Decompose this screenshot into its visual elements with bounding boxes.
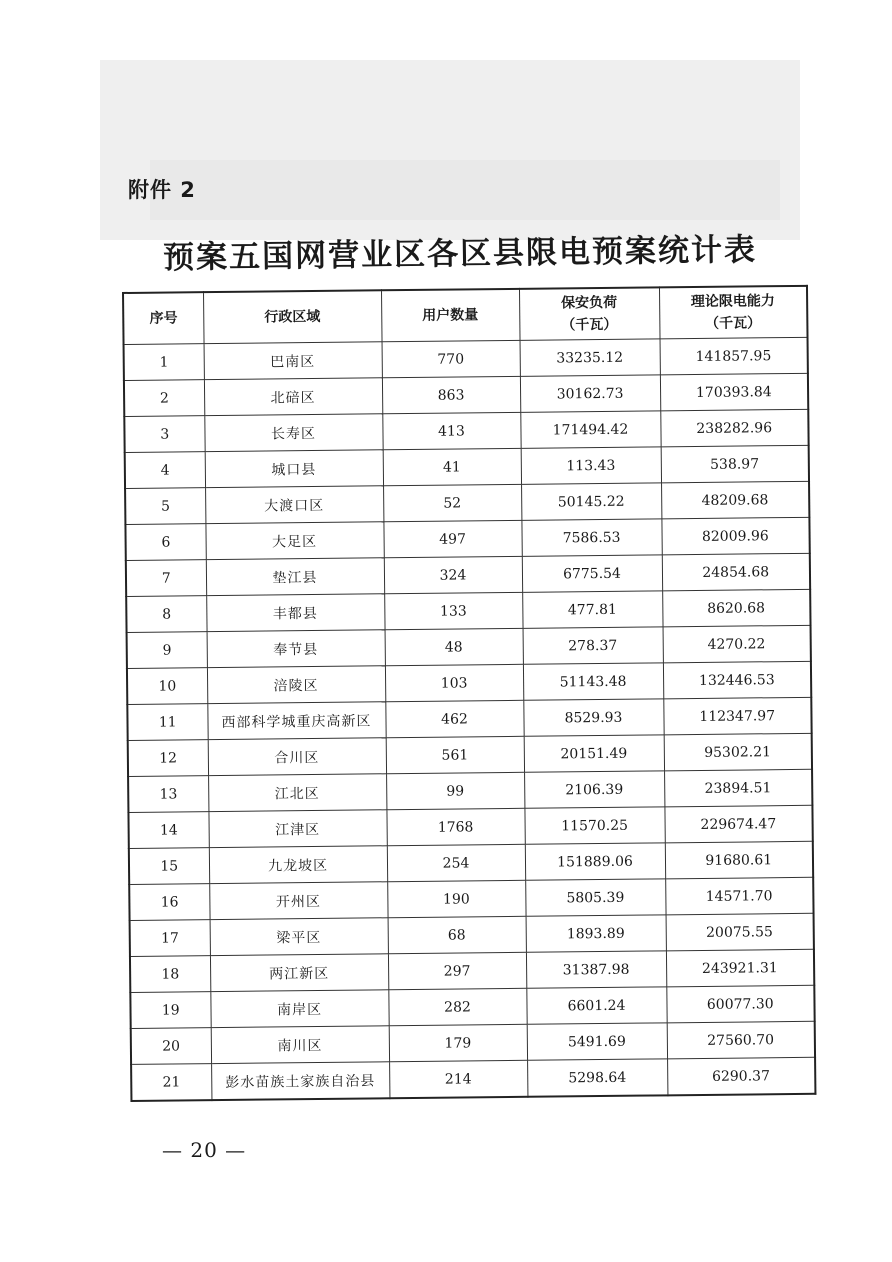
cell-region: 南川区 [211, 1026, 389, 1064]
cell-secure-load: 6775.54 [522, 555, 662, 592]
cell-region: 两江新区 [210, 954, 388, 992]
cell-region: 巴南区 [204, 342, 382, 380]
cell-users: 214 [389, 1060, 527, 1098]
cell-index: 21 [131, 1064, 211, 1101]
cell-secure-load: 5298.64 [527, 1059, 667, 1097]
cell-secure-load: 171494.42 [520, 411, 660, 448]
cell-secure-load: 7586.53 [521, 519, 661, 556]
cell-users: 497 [383, 520, 521, 557]
cell-secure-load: 50145.22 [521, 483, 661, 520]
cell-users: 103 [385, 664, 523, 701]
cell-capacity: 14571.70 [665, 877, 813, 915]
statistics-table [122, 285, 816, 1102]
cell-capacity: 48209.68 [661, 481, 809, 519]
cell-secure-load: 1893.89 [526, 915, 666, 952]
cell-capacity: 20075.55 [666, 913, 814, 951]
cell-index: 16 [129, 884, 209, 921]
cell-capacity: 4270.22 [663, 625, 811, 663]
cell-index: 10 [127, 668, 207, 705]
cell-capacity: 6290.37 [667, 1057, 815, 1095]
cell-users: 41 [383, 448, 521, 485]
cell-capacity: 112347.97 [663, 697, 811, 735]
cell-secure-load: 8529.93 [523, 699, 663, 736]
cell-capacity: 243921.31 [666, 949, 814, 987]
cell-users: 561 [386, 736, 524, 773]
cell-capacity: 538.97 [661, 445, 809, 483]
cell-index: 20 [131, 1028, 211, 1065]
cell-region: 城口县 [205, 450, 383, 488]
cell-secure-load: 30162.73 [520, 375, 660, 412]
cell-users: 1768 [386, 808, 524, 845]
cell-region: 北碚区 [204, 378, 382, 416]
cell-index: 14 [128, 812, 208, 849]
cell-index: 5 [125, 488, 205, 525]
cell-index: 15 [129, 848, 209, 885]
cell-users: 99 [386, 772, 524, 809]
header-users-label: 用户数量 [422, 307, 479, 324]
cell-users: 254 [387, 844, 525, 881]
scan-shading [150, 160, 780, 220]
cell-users: 863 [382, 376, 520, 413]
cell-index: 19 [130, 992, 210, 1029]
header-index-label: 序号 [149, 310, 178, 327]
cell-capacity: 170393.84 [660, 373, 808, 411]
cell-index: 9 [127, 632, 207, 669]
cell-region: 奉节县 [207, 630, 385, 668]
cell-index: 13 [128, 776, 208, 813]
cell-secure-load: 278.37 [523, 627, 663, 664]
cell-secure-load: 151889.06 [525, 843, 665, 880]
cell-users: 52 [383, 484, 521, 521]
cell-index: 1 [124, 344, 204, 381]
header-capacity-unit: （千瓦） [705, 315, 762, 332]
header-capacity [659, 286, 808, 339]
cell-region: 江北区 [208, 774, 386, 812]
cell-users: 133 [384, 592, 522, 629]
cell-region: 九龙坡区 [209, 846, 387, 884]
cell-region: 西部科学城重庆高新区 [207, 702, 385, 740]
cell-capacity: 8620.68 [662, 589, 810, 627]
cell-secure-load: 6601.24 [526, 987, 666, 1024]
cell-region: 江津区 [208, 810, 386, 848]
cell-region: 大渡口区 [205, 486, 383, 524]
cell-index: 12 [128, 740, 208, 777]
header-secure-load-unit: （千瓦） [561, 316, 618, 334]
cell-secure-load: 31387.98 [526, 951, 666, 988]
header-index [123, 292, 204, 344]
cell-users: 48 [385, 628, 523, 665]
header-region [203, 290, 382, 343]
cell-capacity: 229674.47 [664, 805, 812, 843]
cell-index: 2 [124, 380, 204, 417]
cell-index: 4 [125, 452, 205, 489]
cell-users: 770 [382, 340, 520, 377]
cell-users: 282 [388, 988, 526, 1025]
cell-secure-load: 33235.12 [520, 339, 660, 376]
cell-capacity: 238282.96 [660, 409, 808, 447]
table-body [124, 337, 816, 1101]
cell-secure-load: 5805.39 [525, 879, 665, 916]
cell-capacity: 141857.95 [660, 337, 808, 375]
cell-index: 6 [125, 524, 205, 561]
cell-users: 297 [388, 952, 526, 989]
page-number: — 20 — [162, 1138, 247, 1162]
cell-region: 长寿区 [204, 414, 382, 452]
table-header-row [123, 286, 808, 345]
cell-capacity: 27560.70 [667, 1021, 815, 1059]
cell-index: 8 [126, 596, 206, 633]
cell-index: 7 [126, 560, 206, 597]
cell-region: 彭水苗族土家族自治县 [211, 1062, 389, 1100]
cell-users: 179 [389, 1024, 527, 1061]
statistics-table-container [122, 285, 814, 1102]
cell-index: 18 [130, 956, 210, 993]
cell-capacity: 60077.30 [666, 985, 814, 1023]
cell-region: 合川区 [208, 738, 386, 776]
header-capacity-label: 理论限电能力 [690, 293, 775, 311]
header-users [381, 289, 520, 342]
header-region-label: 行政区域 [264, 308, 321, 326]
cell-capacity: 132446.53 [663, 661, 811, 699]
attachment-label: 附件 2 [128, 178, 196, 202]
cell-secure-load: 477.81 [522, 591, 662, 628]
cell-users: 68 [388, 916, 526, 953]
cell-capacity: 23894.51 [664, 769, 812, 807]
cell-capacity: 95302.21 [664, 733, 812, 771]
cell-secure-load: 20151.49 [524, 735, 664, 772]
cell-region: 垫江县 [206, 558, 384, 596]
cell-capacity: 91680.61 [665, 841, 813, 879]
cell-capacity: 82009.96 [661, 517, 809, 555]
cell-capacity: 24854.68 [662, 553, 810, 591]
cell-index: 3 [124, 416, 204, 453]
cell-users: 413 [382, 412, 520, 449]
cell-secure-load: 5491.69 [527, 1023, 667, 1060]
cell-users: 462 [385, 700, 523, 737]
cell-region: 丰都县 [206, 594, 384, 632]
page-title: 预案五国网营业区各区县限电预案统计表 [162, 231, 758, 277]
cell-region: 南岸区 [210, 990, 388, 1028]
table-row [131, 1057, 815, 1101]
cell-secure-load: 51143.48 [523, 663, 663, 700]
cell-region: 梁平区 [210, 918, 388, 956]
cell-region: 涪陵区 [207, 666, 385, 704]
cell-users: 190 [387, 880, 525, 917]
cell-secure-load: 2106.39 [524, 771, 664, 808]
cell-index: 17 [130, 920, 210, 957]
cell-users: 324 [384, 556, 522, 593]
cell-index: 11 [127, 704, 207, 741]
cell-region: 大足区 [205, 522, 383, 560]
header-secure-load-label: 保安负荷 [561, 294, 618, 312]
cell-region: 开州区 [209, 882, 387, 920]
cell-secure-load: 113.43 [521, 447, 661, 484]
header-secure-load [519, 287, 660, 340]
cell-secure-load: 11570.25 [524, 807, 664, 844]
